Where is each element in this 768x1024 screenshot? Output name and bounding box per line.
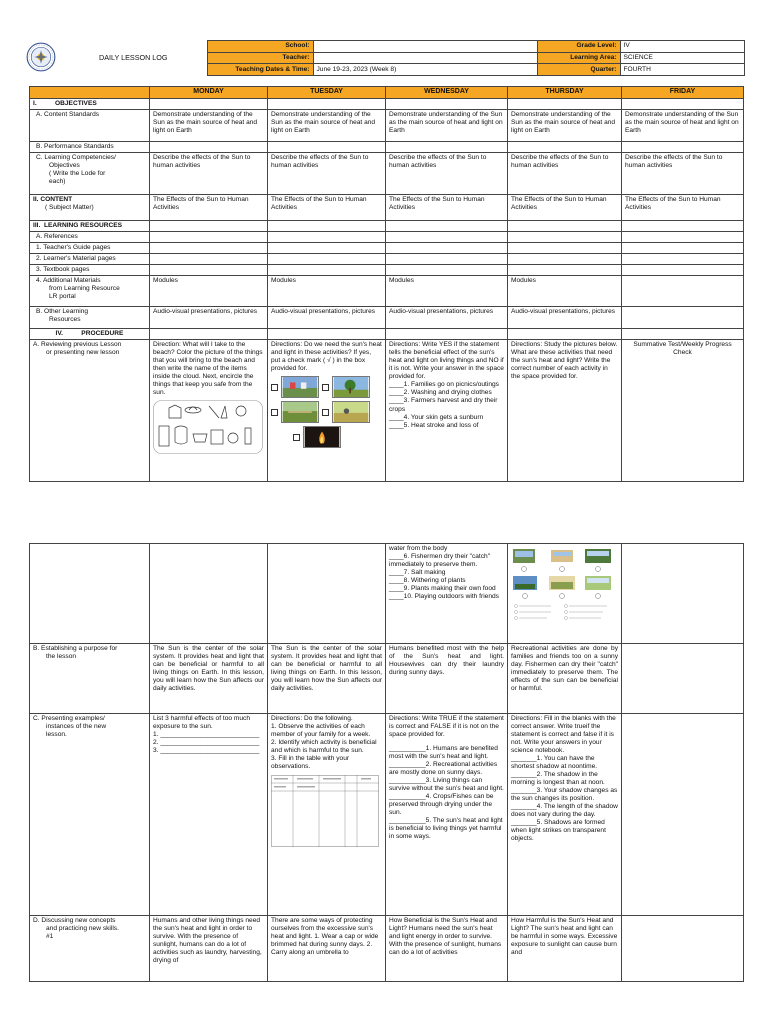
cell-text: Demonstrate understanding of the Sun as the main source of heat and light on Earth (150, 110, 268, 142)
other-resources-label: B. Other Learning Resources (30, 307, 150, 329)
proc-b-monday: The Sun is the center of the solar system. It provides heat and light that can be beneficial or harmful to all living things on Earth. In this lesson, you will learn how the Sun affects our daily activities. (150, 644, 268, 714)
day-header-monday: MONDAY (150, 87, 268, 99)
tg-label: 1. Teacher's Guide pages (30, 243, 150, 254)
resources-heading: III. LEARNING RESOURCES (30, 221, 150, 232)
proc-d-tuesday: There are some ways of protecting ourselves from the excessive sun's heat and light. 1. Wear a cap or wide brimmed hat during sunny days. 2. Carry along an umbrella to (268, 916, 386, 982)
proc-d-row (30, 916, 744, 982)
proc-c-row (30, 714, 744, 916)
proc-b-friday (622, 644, 744, 714)
dates-value[interactable]: June 19-23, 2023 (Week 8) (313, 64, 537, 76)
cell-text: Audio-visual presentations, pictures (268, 307, 386, 329)
cell-text: Demonstrate understanding of the Sun as the main source of heat and light on Earth (268, 110, 386, 142)
proc-a-row (30, 340, 744, 482)
lesson-log-table-continued (29, 543, 744, 982)
lm-label: 2. Learner's Material pages (30, 254, 150, 265)
deped-seal-cell (20, 41, 60, 76)
proc-a-tuesday: Directions: Do we need the sun's heat and light in these activities? If yes, put a check mark ( √ ) in the box provided for. (268, 340, 386, 482)
corner-cell (30, 87, 150, 99)
competencies-row (30, 153, 744, 195)
beach-items-icon (153, 400, 263, 454)
performance-standards-row (30, 142, 744, 153)
cell-text (622, 307, 744, 329)
proc-c-thursday: Directions: Fill in the blanks with the correct answer. Write trueif the statement is correct and false if it is not. Write your answers in your science notebook. _______1. You can have the shortest shadow at noontime. _______2. The shadow in the morning is longest than at noon. _______3. Your shadow changes as the sun changes its position. _______4. The length of the shadow does not vary during the day. _______5. Shadows are formed when light strikes on transparent objects. (508, 714, 622, 916)
proc-a-wednesday-cont: water from the body ____6. Fishermen dry their "catch" immediately to preserve them. ____7. Salt making ____8. Withering of plants ____9. Plants making their own food ____10. Playing outdoors with friends (386, 544, 508, 644)
references-row (30, 232, 744, 243)
proc-a-continued-row (30, 544, 744, 644)
checkbox[interactable] (322, 409, 329, 416)
day-header-tuesday: TUESDAY (268, 87, 386, 99)
cell-text: The Effects of the Sun to Human Activities (150, 195, 268, 221)
cell-text: Describe the effects of the Sun to human activities (508, 153, 622, 195)
tb-label: 3. Textbook pages (30, 265, 150, 276)
grade-level-label: Grade Level: (537, 41, 620, 53)
proc-c-wednesday: Directions: Write TRUE if the statement is correct and FALSE if it is not on the space provided for. __________1. Humans are benefited most with the sun's heat and light. __________2. Recreational activities are mostly done on sunny days. __________3. Living things can survive without the sun's heat and light. __________4. Crops/Fishes can be preserved through drying under the sun. __________5. The sun's heat and light is beneficial to living things yet harmful in some ways. (386, 714, 508, 916)
learning-area-label: Learning Area: (537, 52, 620, 64)
content-heading: II. CONTENT ( Subject Matter) (30, 195, 150, 221)
cell-text: The Effects of the Sun to Human Activities (386, 195, 508, 221)
day-header-friday: FRIDAY (622, 87, 744, 99)
day-header-wednesday: WEDNESDAY (386, 87, 508, 99)
proc-a-thursday: Directions: Study the pictures below. What are these activities that need the sun's heat and light? Write the correct number of each activity in the space provided for. (508, 340, 622, 482)
procedure-row (30, 329, 744, 340)
tb-row (30, 265, 744, 276)
proc-c-monday: List 3 harmful effects of too much exposure to the sun. 1. ___________________________ 2. ___________________________ 3. ___________________________ (150, 714, 268, 916)
checkbox[interactable] (322, 384, 329, 391)
cell-text: Audio-visual presentations, pictures (386, 307, 508, 329)
content-standards-label: A. Content Standards (30, 110, 150, 142)
photo-row-3 (271, 426, 382, 448)
proc-a-thursday-cont (508, 544, 622, 644)
school-value[interactable] (313, 41, 537, 53)
harvest-photo-icon (332, 401, 370, 423)
tree-photo-icon (332, 376, 370, 398)
lesson-log-table (29, 86, 744, 482)
picture-matching-sheet-icon (511, 548, 615, 640)
proc-a-label: A. Reviewing previous Lesson or presenting new lesson (30, 340, 150, 482)
cell-text: Modules (386, 276, 508, 307)
competencies-label: C. Learning Competencies/ Objectives ( Write the Lode for each) (30, 153, 150, 195)
dates-label: Teaching Dates & Time: (207, 64, 313, 76)
teacher-value[interactable] (313, 52, 537, 64)
checkbox[interactable] (271, 384, 278, 391)
proc-a-friday: Summative Test/Weekly Progress Check (622, 340, 744, 482)
proc-c-tuesday: Directions: Do the following. 1. Observe the activities of each member of your family for a week. 2. Identify which activity is beneficial and which is harmful to the sun. 3. Fill in the table with your observations. (268, 714, 386, 916)
additional-materials-row (30, 276, 744, 307)
field-photo-icon (281, 401, 319, 423)
proc-b-row (30, 644, 744, 714)
cell-text: Demonstrate understanding of the Sun as the main source of heat and light on Earth (386, 110, 508, 142)
checkbox[interactable] (271, 409, 278, 416)
tg-row (30, 243, 744, 254)
objectives-heading: I. OBJECTIVES (30, 99, 150, 110)
proc-b-thursday: Recreational activities are done by families and friends too on a sunny day. Fishermen can dry their "catch" immediately to preserve them. The effects of the sun can be beneficial or harmful. (508, 644, 622, 714)
learning-area-value[interactable]: SCIENCE (620, 52, 744, 64)
proc-d-thursday: How Harmful is the Sun's Heat and Light? The sun's heat and light can be harmful in some ways. Excessive exposure to sunlight can cause burn and (508, 916, 622, 982)
school-label: School: (207, 41, 313, 53)
cell-text: Modules (150, 276, 268, 307)
cell-text: Audio-visual presentations, pictures (508, 307, 622, 329)
quarter-label: Quarter: (537, 64, 620, 76)
references-label: A. References (30, 232, 150, 243)
header-table (20, 40, 745, 76)
photo-row-1 (271, 376, 382, 398)
other-resources-row (30, 307, 744, 329)
proc-d-wednesday: How Beneficial is the Sun's Heat and Light? Humans need the sun's heat and light energy in order to survive. With the presence of sunlight, humans can do a lot of activities (386, 916, 508, 982)
cell-text (622, 276, 744, 307)
proc-a-wednesday: Directions: Write YES if the statement tells the beneficial effect of the sun's heat and light on living things and NO if it is not. Write your answer in the space provided for. ____1. Families go on picnics/outings ____2. Washing and drying clothes ____3. Farmers harvest and dry their crops ____4. Your skin gets a sunburn ____5. Heat stroke and loss of (386, 340, 508, 482)
cell-text: Describe the effects of the Sun to human activities (150, 153, 268, 195)
performance-standards-label: B. Performance Standards (30, 142, 150, 153)
day-header-row (30, 87, 744, 99)
day-header-thursday: THURSDAY (508, 87, 622, 99)
additional-materials-label: 4. Additional Materials from Learning Resource LR portal (30, 276, 150, 307)
quarter-value[interactable]: FOURTH (620, 64, 744, 76)
photo-row-2 (271, 401, 382, 423)
cell-text: The Effects of the Sun to Human Activities (268, 195, 386, 221)
proc-d-friday (622, 916, 744, 982)
subject-matter-row (30, 195, 744, 221)
cell-text: Audio-visual presentations, pictures (150, 307, 268, 329)
cell-text: Demonstrate understanding of the Sun as the main source of heat and light on Earth (508, 110, 622, 142)
proc-b-wednesday: Humans benefited most with the help of the Sun's heat and light. Housewives can dry their laundry during sunny days. (386, 644, 508, 714)
proc-d-label: D. Discussing new concepts and practicing new skills. #1 (30, 916, 150, 982)
teacher-label: Teacher: (207, 52, 313, 64)
content-standards-row (30, 110, 744, 142)
page-title: DAILY LESSON LOG (99, 52, 168, 62)
proc-d-monday: Humans and other living things need the sun's heat and light in order to survive. With the presence of sunlight, humans can do a lot of activities such as laundry, harvesting, drying of (150, 916, 268, 982)
cell-text: Describe the effects of the Sun to human activities (622, 153, 744, 195)
cell-text: Modules (268, 276, 386, 307)
campfire-photo-icon (303, 426, 341, 448)
deped-seal-icon (26, 42, 56, 72)
checkbox[interactable] (293, 434, 300, 441)
proc-c-label: C. Presenting examples/ instances of the new lesson. (30, 714, 150, 916)
proc-a-monday: Direction: What will I take to the beach? Color the picture of the things that you will bring to the beach and then write the name of the items inside the cloud. Next, encircle the things that keep you safe from the sun. (150, 340, 268, 482)
cell-text: Demonstrate understanding of the Sun as the main source of heat and light on Earth (622, 110, 744, 142)
cell-text: Describe the effects of the Sun to human activities (386, 153, 508, 195)
cell-text: Modules (508, 276, 622, 307)
resources-row (30, 221, 744, 232)
proc-b-label: B. Establishing a purpose for the lesson (30, 644, 150, 714)
observation-table-icon (271, 775, 379, 847)
laundry-photo-icon (281, 376, 319, 398)
grade-level-value[interactable]: IV (620, 41, 744, 53)
cell-text: The Effects of the Sun to Human Activities (622, 195, 744, 221)
cell-text: Describe the effects of the Sun to human activities (268, 153, 386, 195)
objectives-row (30, 99, 744, 110)
procedure-heading: IV. PROCEDURE (30, 329, 150, 340)
lm-row (30, 254, 744, 265)
proc-b-tuesday: The Sun is the center of the solar system. It provides heat and light that can be beneficial or harmful to all living things on Earth. In this lesson, you will learn how the Sun affects our daily activities. (268, 644, 386, 714)
cell-text: The Effects of the Sun to Human Activities (508, 195, 622, 221)
